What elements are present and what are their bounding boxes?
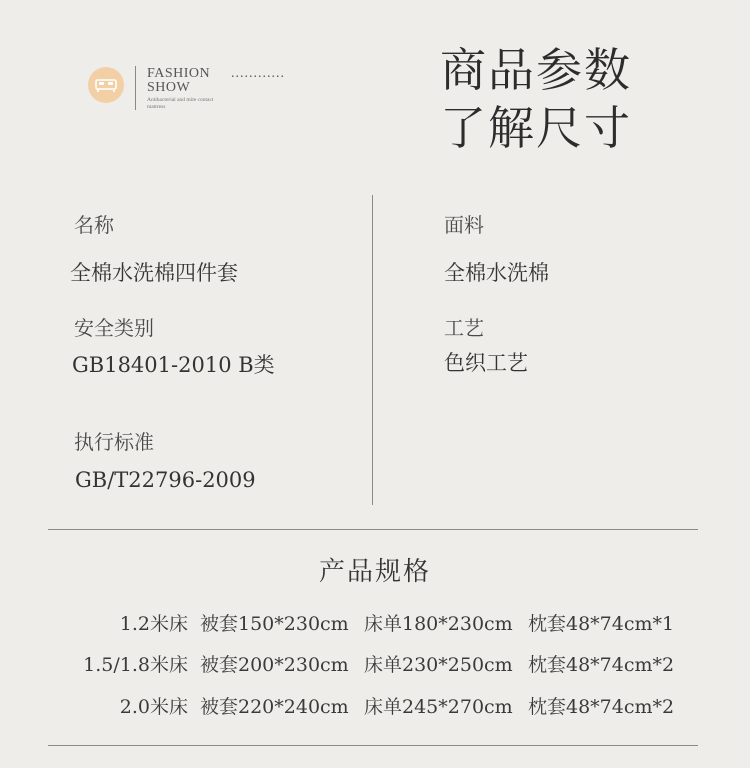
spec-duvet: 被套220*240cm [200, 696, 349, 718]
spec-pillow: 枕套48*74cm*1 [528, 613, 675, 635]
fabric-label: 面料 [444, 213, 484, 237]
spec-pillow: 枕套48*74cm*2 [528, 654, 675, 676]
section-divider-bottom [48, 745, 698, 746]
spec-duvet: 被套150*230cm [200, 613, 349, 635]
name-label: 名称 [74, 213, 114, 237]
spec-sheet: 床单245*270cm [364, 696, 513, 718]
fabric-value: 全棉水洗棉 [444, 261, 549, 285]
craft-label: 工艺 [444, 316, 484, 340]
safety-label: 安全类别 [74, 316, 154, 340]
spec-pillow: 枕套48*74cm*2 [528, 696, 675, 718]
section-divider-top [48, 529, 698, 530]
bed-icon [95, 77, 117, 93]
safety-value: GB18401-2010 B类 [72, 353, 275, 377]
brand-dots: ............ [231, 66, 285, 81]
logo-divider [135, 66, 136, 110]
spec-size: 1.5/1.8米床 [83, 654, 188, 676]
specs-title: 产品规格 [318, 557, 431, 587]
spec-size: 2.0米床 [119, 696, 188, 718]
standard-value: GB/T22796-2009 [75, 468, 256, 492]
page-title-line1: 商品参数 [440, 43, 632, 97]
name-value: 全棉水洗棉四件套 [70, 261, 238, 285]
brand-logo [88, 67, 124, 103]
brand-name-line2: SHOW [147, 80, 191, 95]
spec-size: 1.2米床 [119, 613, 188, 635]
spec-sheet: 床单180*230cm [364, 613, 513, 635]
craft-value: 色织工艺 [444, 351, 528, 375]
brand-tagline: Antibacterial and mite contact mattress [147, 97, 214, 110]
spec-duvet: 被套200*230cm [200, 654, 349, 676]
standard-label: 执行标准 [74, 430, 154, 454]
page-title-line2: 了解尺寸 [440, 101, 632, 155]
column-divider [372, 195, 373, 505]
spec-sheet: 床单230*250cm [364, 654, 513, 676]
brand-name-line1: FASHION [147, 66, 211, 81]
